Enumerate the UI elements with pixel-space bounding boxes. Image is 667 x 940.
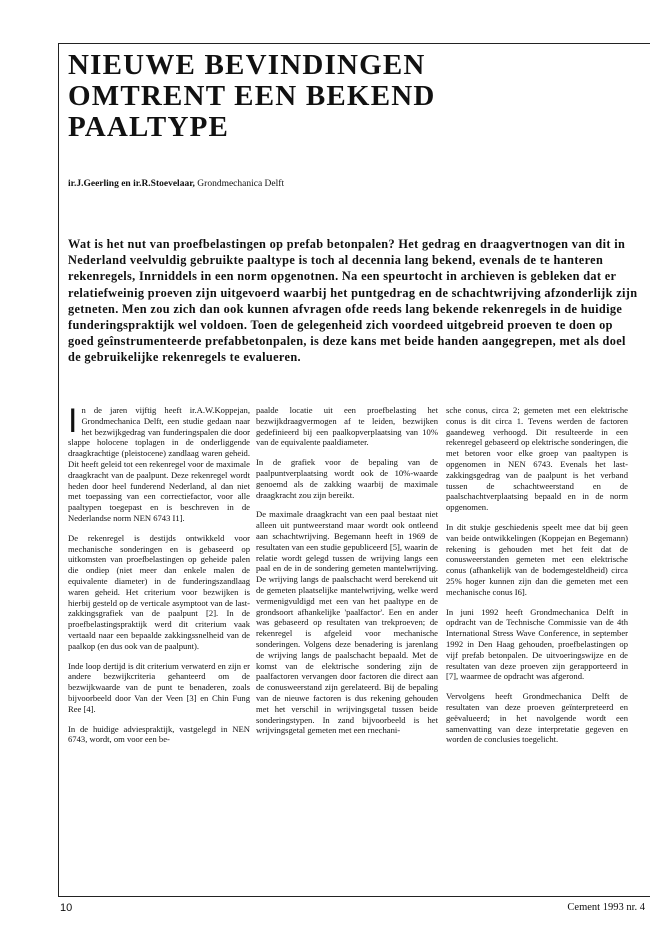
body-column-2 (256, 405, 438, 745)
body-column-1 (68, 402, 250, 754)
title-line: PAALTYPE (68, 111, 230, 143)
body-paragraph: In de huidige adviespraktijk, vastgelegd in NEN 6743, wordt, om voor een be- (68, 723, 250, 745)
title-line: OMTRENT EEN BEKEND (68, 80, 436, 112)
author-affiliation: Grondmechanica Delft (197, 179, 285, 189)
body-paragraph: sche conus, circa 2; gemeten met een elektrische conus is dit circa 1. Tevens werden de factoren gaandeweg verhoogd. Dit resulteerde in een rekenregel gebaseerd op elektrische sonderingen, die met betoren voor elke groep van paaltypen is opgenomen in NEN 6743. Evenals het last-zakkingsgedrag van de paalpunt is het verband tussen de schachtweerstand en de paalschachtverplaatsing bepaald en in de norm opgenomen. (446, 405, 628, 513)
journal-reference: Cement 1993 nr. 4 (567, 902, 645, 913)
frame-bottom-rule (58, 896, 650, 897)
author-names: ir.J.Geerling en ir.R.Stoevelaar, (68, 179, 195, 189)
body-paragraph (68, 402, 250, 524)
body-paragraph: Inde loop dertijd is dit criterium verwaterd en zijn er andere bezwijkcriteria gehanteerd om de bezwijkwaarde van de punt te benaderen, zoals bijvoorbeeld door Van der Veen [3] en Chin Fung Ree [4]. (68, 660, 250, 714)
article-title (68, 50, 628, 143)
frame-left-rule (58, 43, 59, 897)
body-paragraph: In juni 1992 heeft Grondmechanica Delft in opdracht van de Technische Commissie van de 4th International Stress Wave Conference, in september 1992 in Den Haag gehouden, proefbelastingen op vijf prefab betonpalen. De uitvoeringswijze en de resultaten van deze proeven zijn gerapporteerd in [7], waarmee de opdracht was afgerond. (446, 606, 628, 682)
body-paragraph: In de grafiek voor de bepaling van de paalpuntverplaatsing wordt ook de 10%-waarde genoemd als de zakking waarbij de maximale draagkracht zou zijn bereikt. (256, 457, 438, 500)
body-paragraph: Vervolgens heeft Grondmechanica Delft de resultaten van deze proeven geïnterpreteerd en geëvalueerd; in het navolgende wordt een samenvatting van deze interpretatie gegeven en worden de conclusies toegelicht. (446, 691, 628, 745)
author-line (68, 178, 628, 190)
page-number: 10 (60, 902, 73, 914)
body-paragraph: paalde locatie uit een proefbelasting het bezwijkdraagvermogen af te leiden, bezwijken gedefinieerd bij een paalkopverplaatsing van 10% van de equivalente paaldiameter. (256, 405, 438, 448)
title-line: NIEUWE BEVINDINGEN (68, 49, 426, 81)
body-column-3 (446, 405, 628, 754)
body-paragraph: In dit stukje geschiedenis speelt mee dat bij geen van beide ontwikkelingen (Koppejan en Begemann) rekening is gehouden met het feit dat de conusweerstanden gemeten met een elektrische conus (afhankelijk van de bodemgesteldheid) circa 25% hoger kunnen zijn dan die gemeten met een mechanische conus I6]. (446, 521, 628, 597)
body-paragraph: De maximale draagkracht van een paal bestaat niet alleen uit puntweerstand maar wordt ook ontleend aan schachtwrijving. Begemann heeft in 1969 de resultaten van een studie gepubliceerd [5], waarin de relatie wordt gelegd tussen de wrijving langs een paal en de in de sondering gemeten mantelwrijving. De wrijving langs de paalschacht werd berekend uit de gemeten plaatselijke mantelwrijving, welke werd vermenigvuldigd met een van het paaltype en de grondsoort afhankelijke 'paalfactor'. Een en ander was gebaseerd op resultaten van trekproeven; de rekenregel is afgeleid voor mechanische sonderingen. Volgens deze benadering is jarenlang de wrijving langs de paalschacht bepaald. Met de komst van de elektrische sondering zijn de paalfactoren vervangen door factoren die direct aan de conusweerstand zijn gerelateerd. Bij de bepaling van de nieuwe factoren is dus rekening gehouden met het verschil in wrijvingsgetal tussen beide sonderingstypen. In zand bijvoorbeeld is het wrijvingsgetal gemeten met een rnechani- (256, 509, 438, 736)
drop-cap: I (68, 402, 78, 440)
frame-top-rule (58, 43, 650, 44)
intro-paragraph: Wat is het nut van proefbelastingen op prefab betonpalen? Het gedrag en draagvertnogen van dit in Nederland veelvuldig gebruikte paaltype is toch al decennia lang bekend, evenals de te hanteren rekenregels, Inrniddels in een norm opgenotnen. Na een speurtocht in archieven is gebleken dat er relatiefweinig proeven zijn uitgevoerd waarbij het puntgedrag en de schachtwrijving afzonderlijk zijn getneten. Men zou zich dan ook kunnen afvragen ofde reeds lang bekende rekenregels in de huidige funderingspraktijk wel voldoen. Toen de gelegenheid zich voordeed uitgebreid proeven te doen op goed geînstrumenteerde prefabbetonpalen, is deze kans met beide handen aangegrepen, met als doel de gebruikelijke rekenregels te evalueren. (68, 237, 638, 365)
paragraph-text: n de jaren vijftig heeft ir.A.W.Koppejan, Grondmechanica Delft, een studie gedaan naar het bezwijkgedrag van funderingspalen die door slappe holocene toplagen in de onderliggende draagkrachtige (pleistocene) zandlaag waren geheid. Dit heeft geleid tot een rekenregel voor de maximale draagkracht van de paalpunt. Deze rekenregel wordt heden door heel funderend Nederland, al dan niet met toepassing van een correctiefactor, voor alle paaltypen toegepast en is beschreven in de Nederlandse norm NEN 6743 I1]. (68, 405, 250, 523)
body-paragraph: De rekenregel is destijds ontwikkeld voor mechanische sonderingen en is gebaseerd op uitkomsten van proefbelastingen op geheide palen die ondiep (niet meer dan enkele malen de equivalente diameter) in de funderingszandlaag waren geheid. Het criterium voor bezwijken is hierbij gesteld op de verticale asymptoot van de last-zakkingsgrafiek van de paalpunt [2]. In de proefbelastingspraktijk werd dit criterium vaak vertaald naar een bepaalde zakkingssnelheid van de paalkop (en dus ook van de paalpunt). (68, 532, 250, 651)
